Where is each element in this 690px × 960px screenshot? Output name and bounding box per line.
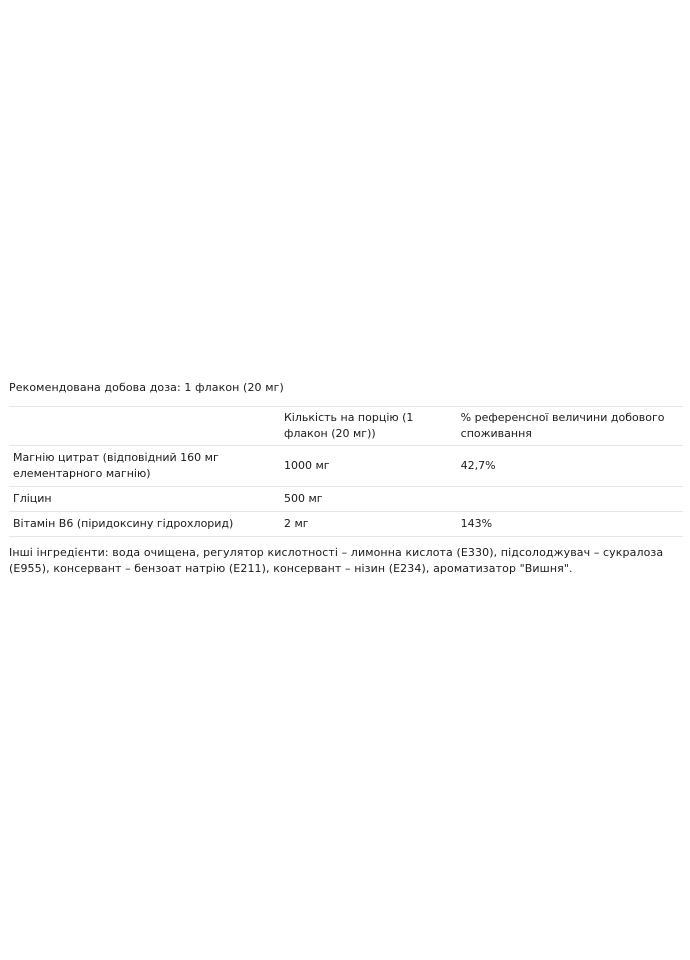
ingredient-percent: 42,7% [457, 446, 683, 487]
ingredient-percent: 143% [457, 512, 683, 537]
header-percent: % референсної величини добового споживання [457, 407, 683, 446]
ingredient-percent [457, 487, 683, 512]
table-row [9, 446, 683, 487]
header-ingredient [9, 407, 280, 446]
nutrition-table [9, 406, 683, 537]
ingredient-amount: 500 мг [280, 487, 457, 512]
table-row [9, 487, 683, 512]
table-row [9, 512, 683, 537]
ingredient-name: Гліцин [9, 487, 280, 512]
ingredient-amount: 1000 мг [280, 446, 457, 487]
ingredient-name: Магнію цитрат (відповідний 160 мг елементарного магнію) [9, 446, 280, 487]
table-header-row [9, 407, 683, 446]
ingredient-amount: 2 мг [280, 512, 457, 537]
recommended-dose: Рекомендована добова доза: 1 флакон (20 мг) [9, 381, 284, 394]
ingredient-name: Вітамін В6 (піридоксину гідрохлорид) [9, 512, 280, 537]
supplement-facts-document [9, 380, 685, 577]
other-ingredients: Інші інгредієнти: вода очищена, регулятор кислотності – лимонна кислота (Е330), підсолоджувач – сукралоза (Е955), консервант – бензоат натрію (Е211), консервант – нізин (Е234), ароматизатор "Вишня". [9, 546, 664, 575]
header-amount: Кількість на порцію (1 флакон (20 мг)) [280, 407, 457, 446]
